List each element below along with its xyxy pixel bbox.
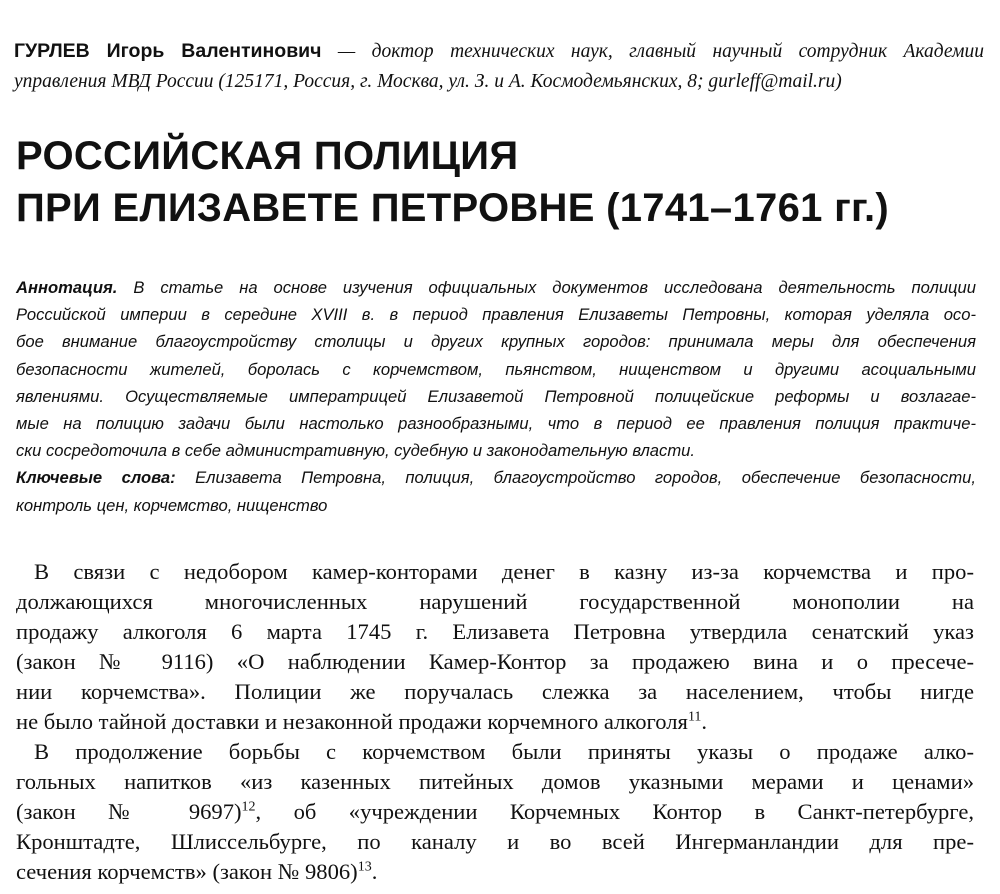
abstract-line: бое внимание благоустройству столицы и других крупных городов: принимала меры для обеспечения bbox=[16, 332, 976, 352]
abstract-line: ски сосредоточила в себе административную, судебную и законодательную власти. bbox=[16, 441, 695, 461]
paragraph-line: , об «учреждении Корчемных Контор в Санкт-петербурге, bbox=[255, 799, 974, 824]
paragraph-line: В связи с недобором камер-конторами денег в казну из-за корчемства и про- bbox=[34, 559, 974, 584]
abstract-line: Российской империи в середине XVIII в. в период правления Елизаветы Петровны, которая уделяла осо- bbox=[16, 305, 976, 325]
paragraph-line: продажу алкоголя 6 марта 1745 г. Елизавета Петровна утвердила сенатский указ bbox=[16, 619, 974, 644]
paragraph-end: . bbox=[701, 709, 708, 734]
keywords-line: Елизавета Петровна, полиция, благоустройство городов, обеспечение безопасности, bbox=[175, 468, 976, 488]
paragraph-line: В продолжение борьбы с корчемством были приняты указы о продаже алко- bbox=[34, 739, 974, 764]
author-name: ГУРЛЕВ Игорь Валентинович bbox=[14, 40, 322, 62]
author-affiliation: управления МВД России (125171, Россия, г. Москва, ул. З. и А. Космодемьянских, 8; gurleff@mail.ru) bbox=[14, 71, 842, 92]
paragraph-line: не было тайной доставки и незаконной продажи корчемного алкоголя bbox=[16, 709, 688, 734]
author-credentials: — доктор технических наук, главный научный сотрудник Академии bbox=[321, 41, 984, 62]
article-title bbox=[16, 130, 986, 234]
paragraph-line: должающихся многочисленных нарушений государственной монополии на bbox=[16, 589, 974, 614]
paragraph-line: (закон № 9697) bbox=[16, 799, 242, 824]
keywords-label: Ключевые слова: bbox=[16, 468, 176, 488]
abstract-line: В статье на основе изучения официальных документов исследована деятельность полиции bbox=[117, 278, 976, 297]
abstract-block bbox=[16, 274, 976, 519]
title-line: ПРИ ЕЛИЗАВЕТЕ ПЕТРОВНЕ (1741–1761 гг.) bbox=[16, 186, 890, 230]
abstract-label: Аннотация. bbox=[16, 278, 118, 297]
author-info bbox=[14, 36, 984, 97]
paragraph-line: сечения корчемств» (закон № 9806) bbox=[16, 859, 358, 884]
footnote-ref: 13 bbox=[357, 859, 372, 875]
abstract-line: безопасности жителей, боролась с корчемством, пьянством, нищенством и другими асоциальными bbox=[16, 359, 976, 379]
footnote-ref: 12 bbox=[241, 799, 256, 815]
paragraph-line: нии корчемства». Полиции же поручалась слежка за населением, чтобы нигде bbox=[16, 679, 974, 704]
title-line: РОССИЙСКАЯ ПОЛИЦИЯ bbox=[16, 134, 519, 178]
keywords-line: контроль цен, корчемство, нищенство bbox=[16, 495, 328, 515]
paragraph-end: . bbox=[371, 859, 378, 884]
abstract-line: явлениями. Осуществляемые императрицей Елизаветой Петровной полицейские реформы и возлагае- bbox=[16, 386, 976, 406]
abstract-line: мые на полицию задачи были настолько разнообразными, что в период ее правления полиция практиче- bbox=[16, 414, 976, 434]
paragraph-line: гольных напитков «из казенных питейных домов указными мерами и ценами» bbox=[16, 769, 974, 794]
paragraph-line: Кронштадте, Шлиссельбурге, по каналу и во всей Ингерманландии для пре- bbox=[16, 829, 974, 854]
footnote-ref: 11 bbox=[687, 709, 702, 725]
paragraph-line: (закон № 9116) «О наблюдении Камер-Контор за продажею вина и о пресече- bbox=[16, 649, 974, 674]
body-text bbox=[16, 557, 974, 887]
